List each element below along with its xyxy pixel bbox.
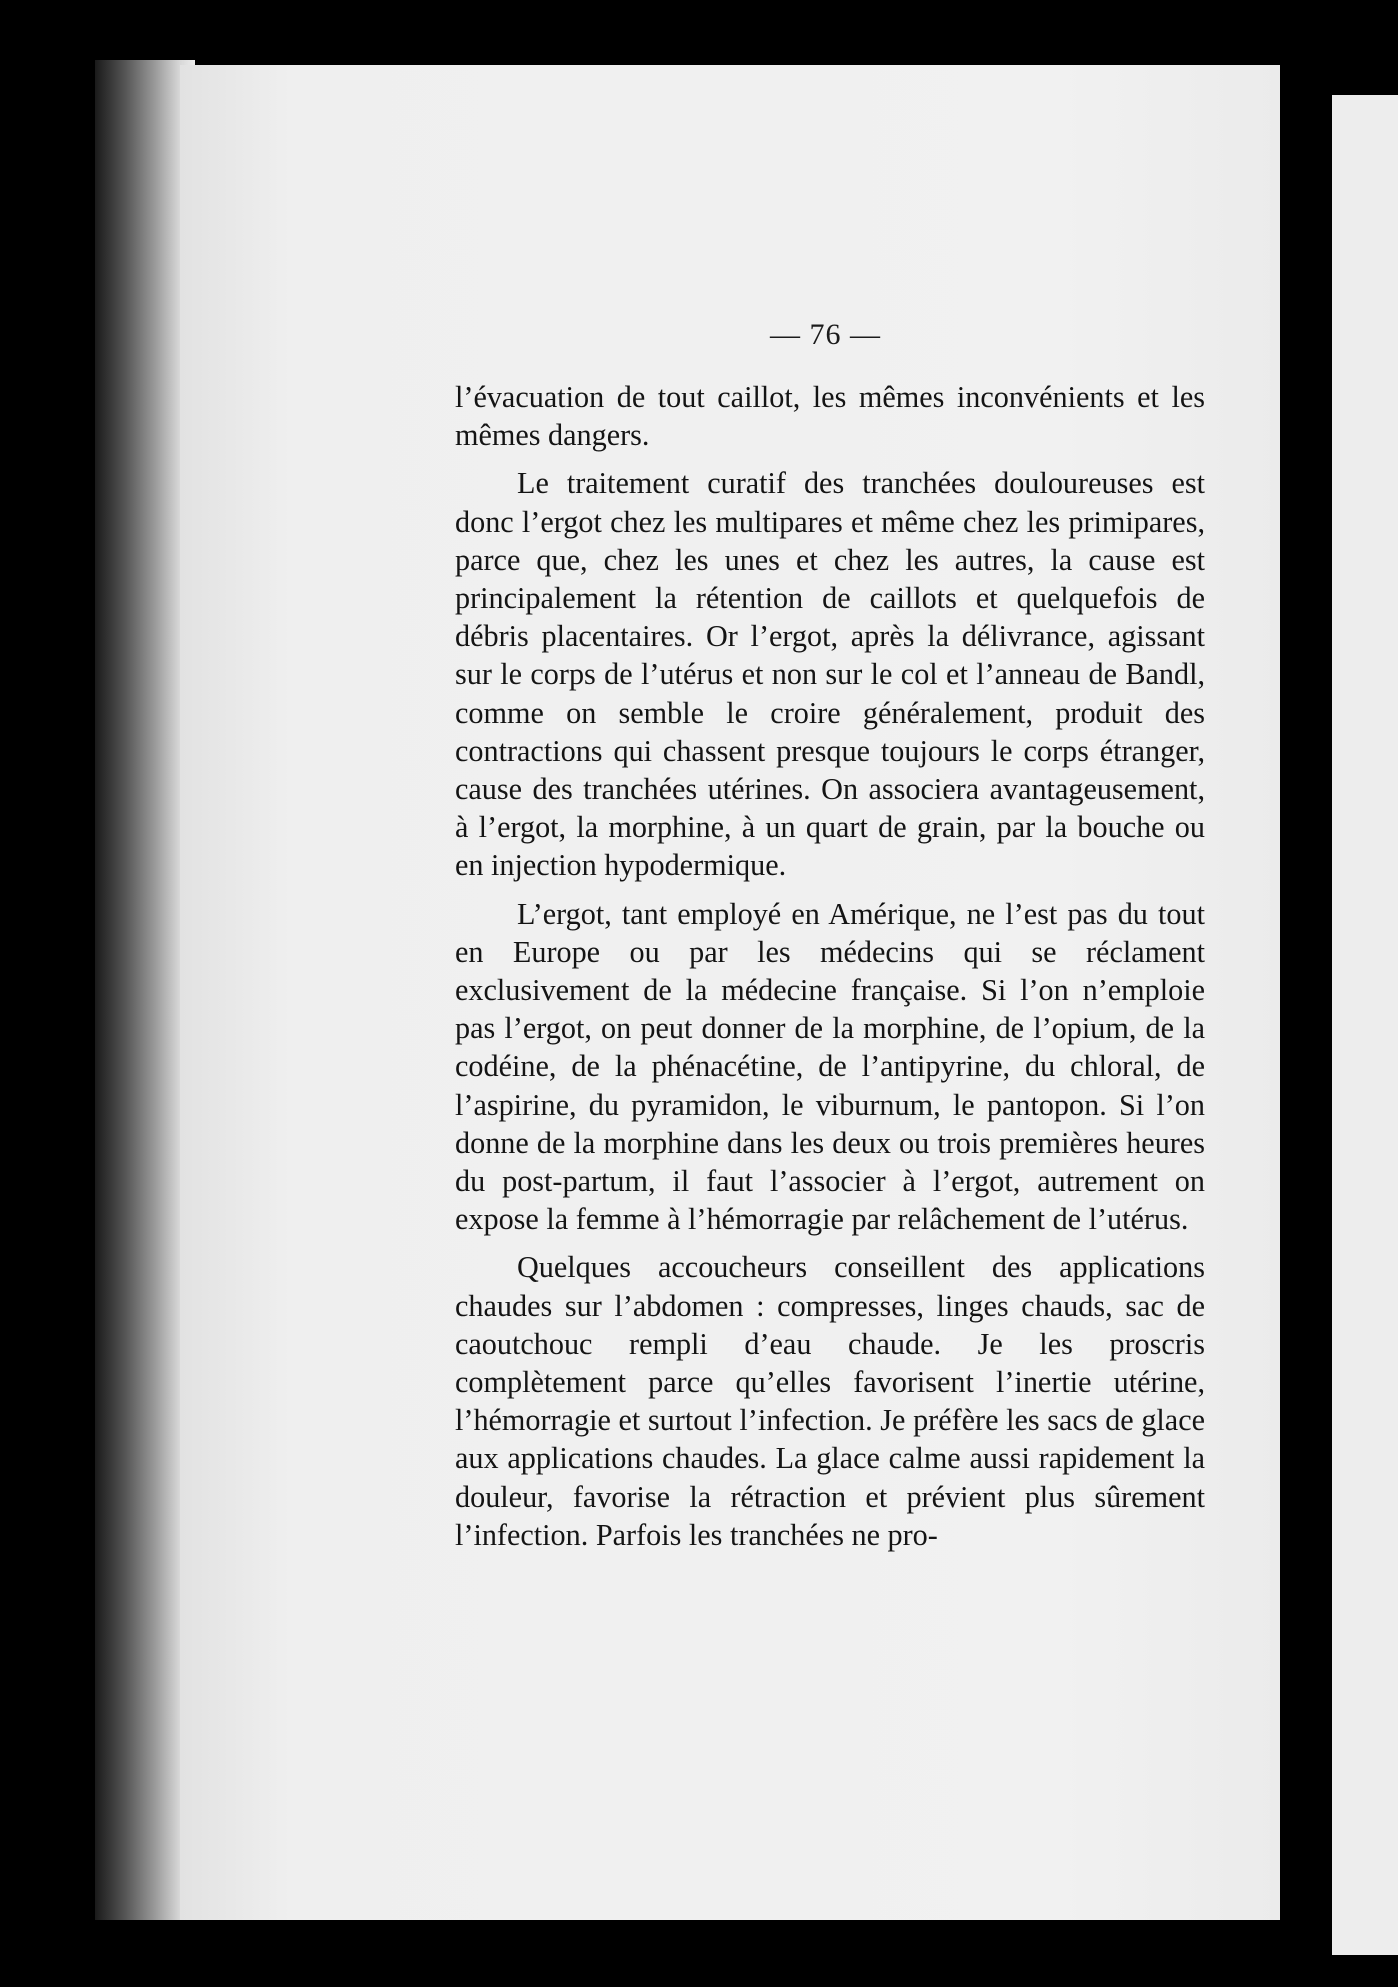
paragraph-continuation: l’évacuation de tout caillot, les mêmes inconvénients et les mêmes dangers. — [455, 380, 1205, 453]
paragraph: Quelques accoucheurs conseillent des applications chaudes sur l’abdomen : compresses, linges chauds, sac de caoutchouc rempli d’eau chaude. Je les proscris complètement parce qu’elles favorisent l’inertie utérine, l’hémorragie et surtout l’infection. Je préfère les sacs de glace aux applications chaudes. La glace calme aussi rapidement la douleur, favorise la rétraction et prévient plus sûrement l’infection. Parfois les tranchées ne pro- — [455, 1250, 1205, 1552]
body-text — [455, 378, 1205, 1554]
paragraph: Le traitement curatif des tranchées douloureuses est donc l’ergot chez les multipares et même chez les primipares, parce que, chez les unes et chez les autres, la cause est principalement la rétention de caillots et quelquefois de débris placentaires. Or l’ergot, après la délivrance, agissant sur le corps de l’utérus et non sur le col et l’anneau de Bandl, comme on semble le croire généralement, produit des contractions qui chassent presque toujours le corps étranger, cause des tranchées utérines. On associera avantageusement, à l’ergot, la morphine, à un quart de grain, par la bouche ou en injection hypodermique. — [455, 466, 1205, 883]
paragraph: L’ergot, tant employé en Amérique, ne l’est pas du tout en Europe ou par les médecins qui se réclament exclusivement de la médecine française. Si l’on n’emploie pas l’ergot, on peut donner de la morphine, de l’opium, de la codéine, de la phénacétine, de l’antipyrine, du chloral, de l’aspirine, du pyramidon, le viburnum, le pantopon. Si l’on donne de la morphine dans les deux ou trois premières heures du post-partum, il faut l’associer à l’ergot, autrement on expose la femme à l’hémorragie par relâchement de l’utérus. — [455, 896, 1205, 1237]
page-number: — 76 — — [770, 318, 881, 351]
next-page-edge — [1332, 95, 1398, 1955]
page-gutter — [1282, 65, 1332, 1925]
